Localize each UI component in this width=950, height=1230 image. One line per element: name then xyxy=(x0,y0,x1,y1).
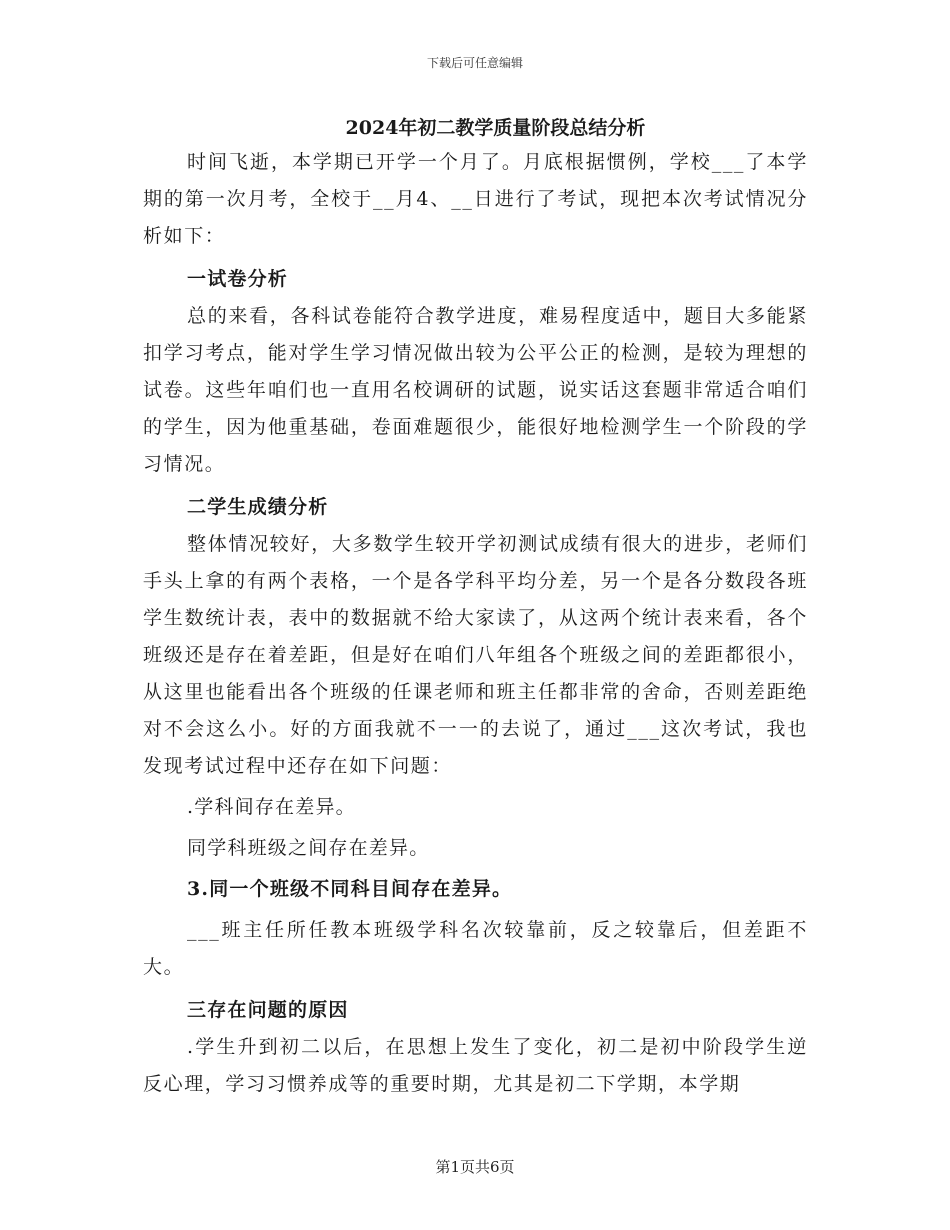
section-heading-problem-causes: 三存在问题的原因 xyxy=(187,999,349,1021)
section-heading-paper-analysis: 一试卷分析 xyxy=(187,268,289,290)
score-analysis-paragraph: 整体情况较好，大多数学生较开学初测试成绩有很大的进步，老师们手头上拿的有两个表格，一个是各学科平均分差，另一个是各分数段各班学生数统计表，表中的数据就不给大家读了，从这两个统计表来看，各个班级还是存在着差距，但是好在咱们八年组各个班级之间的差距都很小，从这里也能看出各个班级的任课老师和班主任都非常的舍命，否则差距绝对不会这么小。好的方面我就不一一的去说了，通过___这次考试，我也发现考试过程中还存在如下问题： xyxy=(143,533,808,777)
problem-causes-paragraph: .学生升到初二以后，在思想上发生了变化，初二是初中阶段学生逆反心理，学习习惯养成等的重要时期，尤其是初二下学期，本学期 xyxy=(143,1036,808,1095)
header-note: 下载后可任意编辑 xyxy=(426,56,523,70)
document-title: 2024年初二教学质量阶段总结分析 xyxy=(345,117,646,139)
section-heading-score-analysis: 二学生成绩分析 xyxy=(187,496,329,518)
list-item-class-difference: 同学科班级之间存在差异。 xyxy=(187,837,430,859)
page-footer: 第1页共6页 xyxy=(435,1158,515,1176)
same-class-difference-paragraph: ___班主任所任教本班级学科名次较靠前，反之较靠后，但差距不大。 xyxy=(143,919,808,978)
list-item-same-class-difference: 3.同一个班级不同科目间存在差异。 xyxy=(187,878,513,900)
list-item-subject-difference: .学科间存在差异。 xyxy=(187,796,356,818)
intro-paragraph: 时间飞逝，本学期已开学一个月了。月底根据惯例，学校___了本学期的第一次月考，全校于__月4、__日进行了考试，现把本次考试情况分析如下： xyxy=(143,151,808,247)
paper-analysis-paragraph: 总的来看，各科试卷能符合教学进度，难易程度适中，题目大多能紧扣学习考点，能对学生学习情况做出较为公平公正的检测，是较为理想的试卷。这些年咱们也一直用名校调研的试题，说实话这套题非常适合咱们的学生，因为他重基础，卷面难题很少，能很好地检测学生一个阶段的学习情况。 xyxy=(143,305,808,475)
document-body xyxy=(143,112,808,1103)
